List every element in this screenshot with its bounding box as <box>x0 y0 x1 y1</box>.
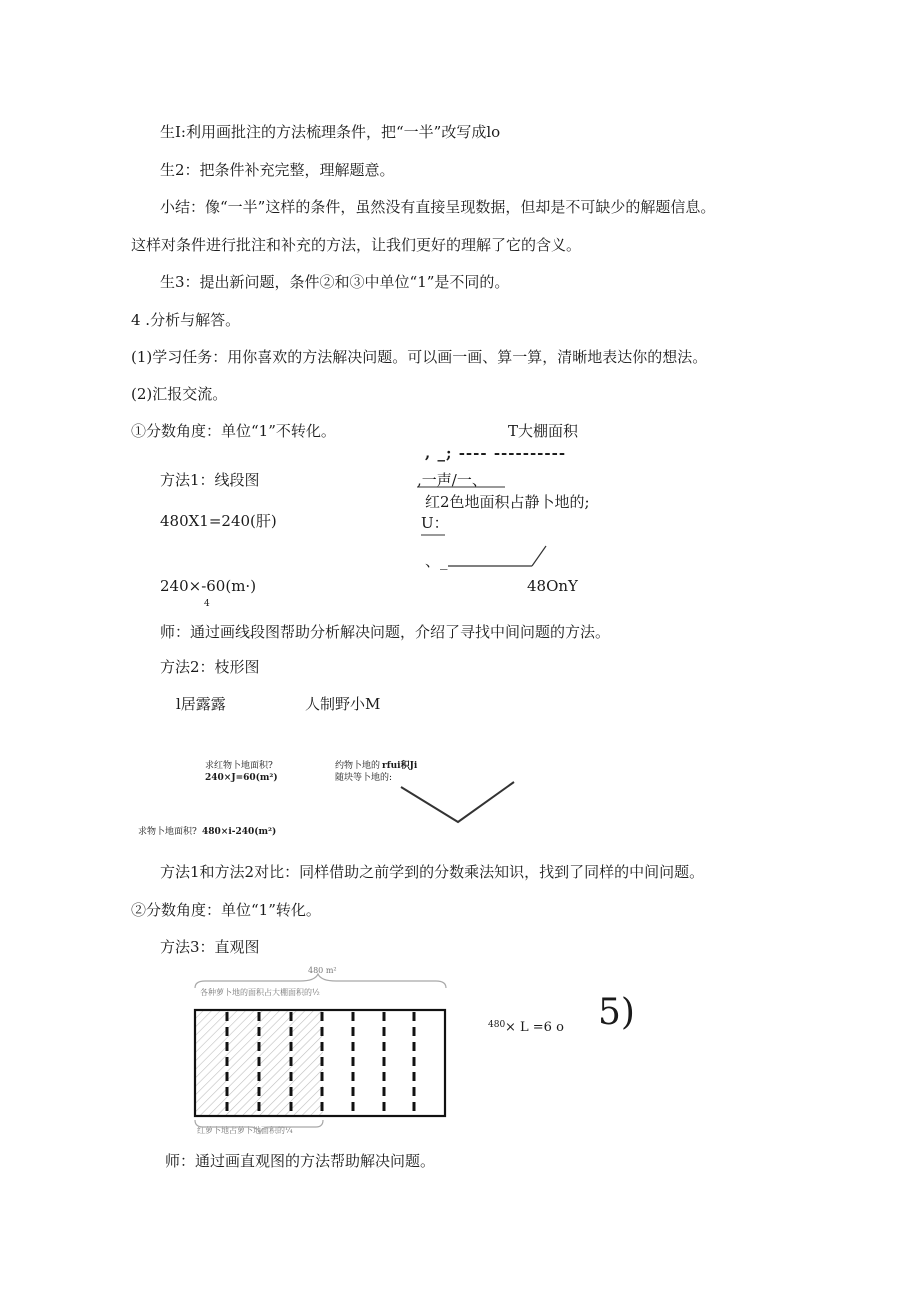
line-12-sub: 4 <box>204 599 210 609</box>
visual-top-label: 480 m² <box>308 966 337 975</box>
line-19: 师：通过画直观图的方法帮助解决问题。 <box>165 1152 436 1170</box>
line-1: 生I:利用画批注的方法梳理条件，把“一半”改写成lo <box>160 123 501 141</box>
line-6: 4 .分析与解答。 <box>131 311 241 329</box>
tree-q2b: rfui积Ji <box>382 761 418 771</box>
line-11: 480X1=240(肝) <box>160 512 277 530</box>
line-17: ②分数角度：单位“1”转化。 <box>131 901 321 919</box>
line-5: 生3：提出新问题，条件②和③中单位“1”是不同的。 <box>160 273 510 291</box>
visual-brace-label: 各种萝卜地的面积占大棚面积的½ <box>200 988 320 997</box>
line-15b: 人制野小M <box>305 695 381 713</box>
tree-q3: 随块等卜地的: <box>335 773 393 783</box>
segment-diagram-row5: 、_ <box>425 552 448 570</box>
tree-a4: 480×i-240(m²) <box>202 827 277 837</box>
visual-top-brace <box>195 974 446 988</box>
segment-diagram-row2: ,一声/一、 <box>417 471 487 489</box>
big-five: 5) <box>598 992 635 1033</box>
line-4: 这样对条件进行批注和补充的方法，让我们更好的理解了它的含义。 <box>131 236 582 254</box>
segment-diagram-row4: U： <box>421 514 449 532</box>
line-8: (2)汇报交流。 <box>131 385 228 403</box>
segment-diagram-title: T大棚面积 <box>508 422 579 440</box>
formula-sup: 480 <box>488 1020 506 1030</box>
tree-q4: 求物卜地面积? <box>138 827 197 837</box>
line-15a: l居露露 <box>176 695 226 713</box>
segment-slash <box>532 546 546 566</box>
tree-a1: 240×J=60(m²) <box>205 773 278 783</box>
segment-diagram-row3: 红2色地面积占静卜地的; <box>425 493 590 511</box>
line-16: 方法1和方法2对比：同样借助之前学到的分数乘法知识，找到了同样的中间问题。 <box>160 863 705 881</box>
segment-diagram-bottom: 48OnY <box>527 577 578 595</box>
tree-branches <box>401 782 514 822</box>
line-10: 方法1：线段图 <box>160 471 260 489</box>
tree-q1: 求红物卜地面积? <box>205 761 273 771</box>
segment-diagram-dashes: , _; ---- ---------- <box>425 444 567 462</box>
line-9: ①分数角度：单位“1”不转化。 <box>131 422 336 440</box>
line-12: 240×-60(m·) <box>160 577 257 595</box>
line-18: 方法3：直观图 <box>160 938 260 956</box>
line-3: 小结：像“一半”这样的条件，虽然没有直接呈现数据，但却是不可缺少的解题信息。 <box>160 198 716 216</box>
formula: × L =6 o <box>505 1020 564 1035</box>
tree-q2: 约物卜地的 <box>335 761 381 771</box>
line-7: (1)学习任务：用你喜欢的方法解决问题。可以画一画、算一算，清晰地表达你的想法。 <box>131 348 708 366</box>
line-14: 方法2：枝形图 <box>160 658 260 676</box>
line-13: 师：通过画线段图帮助分析解决问题，介绍了寻找中间问题的方法。 <box>160 623 611 641</box>
visual-bottom-label: 红萝卜地占萝卜地面积的¼ <box>197 1126 293 1135</box>
visual-bottom-brace <box>195 1120 323 1133</box>
line-2: 生2：把条件补充完整，理解题意。 <box>160 161 395 179</box>
